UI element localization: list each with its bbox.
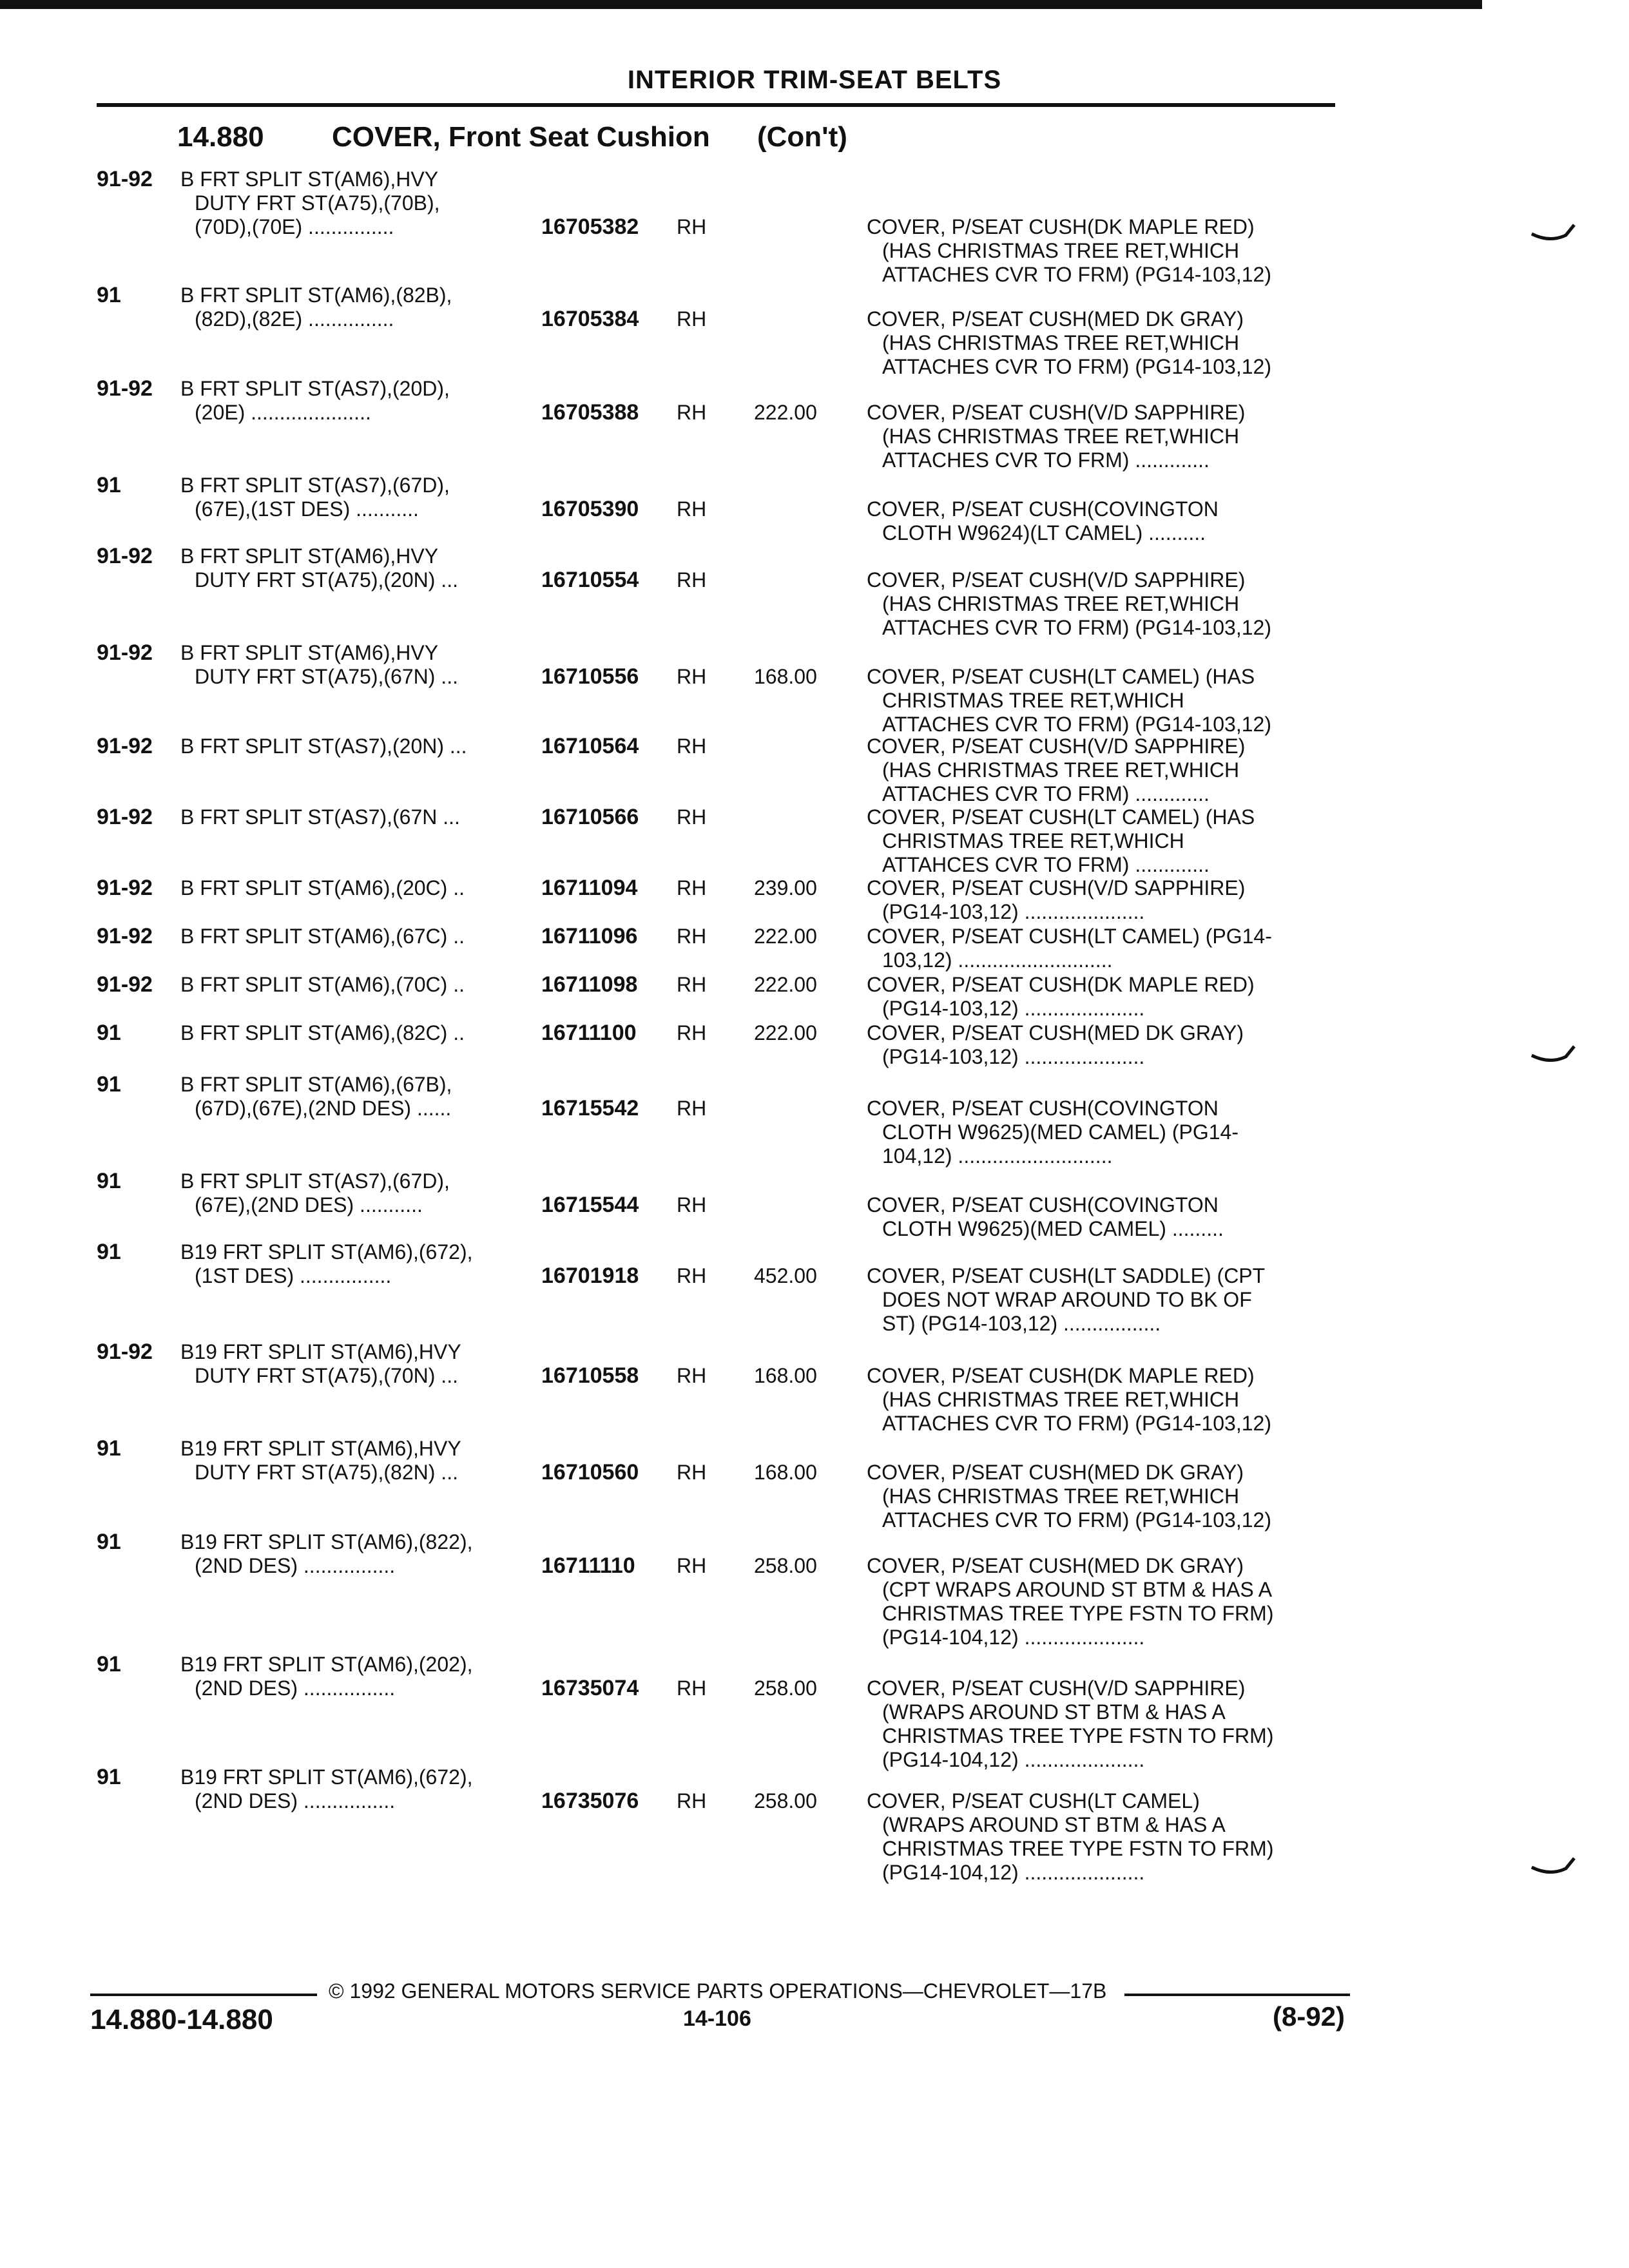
description-line: B19 FRT SPLIT ST(AM6),(822), [180, 1530, 473, 1553]
price: 258.00 [754, 1554, 817, 1577]
part-note [867, 876, 1245, 924]
description-line: B19 FRT SPLIT ST(AM6),(672), [180, 1765, 473, 1789]
description-line: B FRT SPLIT ST(AM6),(67B), [180, 1073, 452, 1096]
description-line: B FRT SPLIT ST(AS7),(20N) ... [180, 735, 467, 758]
continued-label: (Con't) [757, 121, 847, 153]
price: 222.00 [754, 973, 817, 996]
model-year: 91 [97, 1072, 121, 1097]
note-line: ATTACHES CVR TO FRM) (PG14-103,12) [882, 713, 1271, 736]
note-line: COVER, P/SEAT CUSH(MED DK GRAY) [867, 307, 1244, 331]
note-line: COVER, P/SEAT CUSH(COVINGTON [867, 497, 1219, 521]
description-line: B FRT SPLIT ST(AS7),(67D), [180, 474, 450, 497]
part-note [867, 1554, 1273, 1649]
model-year: 91-92 [97, 924, 153, 948]
part-number: 16710554 [541, 568, 639, 592]
revision-date: (8-92) [1273, 2001, 1345, 2032]
part-number: 16711098 [541, 972, 638, 997]
part-note [867, 735, 1245, 806]
description-line: B FRT SPLIT ST(AS7),(67N ... [180, 805, 460, 829]
part-note [867, 805, 1255, 877]
note-line: CHRISTMAS TREE TYPE FSTN TO FRM) [882, 1724, 1274, 1747]
note-line: (PG14-104,12) ..................... [882, 1748, 1145, 1771]
note-line: (HAS CHRISTMAS TREE RET,WHICH [882, 592, 1240, 615]
note-line: CHRISTMAS TREE RET,WHICH [882, 829, 1184, 852]
application-description [180, 1437, 461, 1485]
top-edge-rule [0, 0, 1482, 9]
side-code: RH [677, 1461, 707, 1484]
section-title: INTERIOR TRIM-SEAT BELTS [627, 66, 1002, 94]
note-line: CLOTH W9625)(MED CAMEL) (PG14- [882, 1120, 1239, 1144]
description-line: B FRT SPLIT ST(AM6),(20C) .. [180, 876, 465, 899]
application-description [180, 1340, 461, 1388]
description-line: B FRT SPLIT ST(AM6),HVY [180, 544, 439, 568]
model-year: 91-92 [97, 376, 153, 401]
description-line: (1ST DES) ................ [195, 1264, 392, 1287]
part-note [867, 1789, 1273, 1885]
application-description [180, 1765, 472, 1813]
application-description [180, 1530, 472, 1578]
description-line: (67D),(67E),(2ND DES) ...... [195, 1097, 452, 1120]
application-description [180, 1240, 472, 1288]
description-line: B FRT SPLIT ST(AM6),HVY [180, 168, 439, 191]
part-note [867, 215, 1271, 287]
part-note [867, 665, 1271, 736]
part-note [867, 401, 1245, 472]
application-description [180, 1653, 472, 1700]
note-line: (CPT WRAPS AROUND ST BTM & HAS A [882, 1578, 1273, 1601]
side-code: RH [677, 1364, 707, 1387]
note-line: COVER, P/SEAT CUSH(V/D SAPPHIRE) [867, 735, 1246, 758]
description-line: (2ND DES) ................ [195, 1554, 396, 1577]
description-line: DUTY FRT ST(A75),(67N) ... [195, 665, 458, 688]
part-note [867, 1097, 1239, 1168]
description-line: B19 FRT SPLIT ST(AM6),HVY [180, 1437, 461, 1460]
description-line: B FRT SPLIT ST(AS7),(67D), [180, 1169, 450, 1193]
note-line: COVER, P/SEAT CUSH(V/D SAPPHIRE) [867, 401, 1246, 424]
model-year: 91-92 [97, 544, 153, 568]
price: 222.00 [754, 925, 817, 948]
note-line: DOES NOT WRAP AROUND TO BK OF [882, 1288, 1252, 1311]
description-line: (67E),(2ND DES) ........... [195, 1193, 423, 1216]
note-line: (PG14-103,12) ..................... [882, 1045, 1145, 1068]
description-line: B FRT SPLIT ST(AM6),HVY [180, 641, 439, 664]
description-line: DUTY FRT ST(A75),(70B), [195, 191, 440, 215]
part-note [867, 1677, 1273, 1772]
note-line: ATTACHES CVR TO FRM) (PG14-103,12) [882, 1508, 1271, 1532]
note-line: ST) (PG14-103,12) ................. [882, 1312, 1161, 1335]
note-line: (HAS CHRISTMAS TREE RET,WHICH [882, 1388, 1240, 1411]
description-line: B19 FRT SPLIT ST(AM6),HVY [180, 1340, 461, 1363]
note-line: COVER, P/SEAT CUSH(V/D SAPPHIRE) [867, 1677, 1246, 1700]
application-description [180, 168, 440, 239]
part-number: 16711094 [541, 876, 638, 900]
part-note [867, 1021, 1244, 1069]
note-line: COVER, P/SEAT CUSH(V/D SAPPHIRE) [867, 876, 1246, 899]
note-line: COVER, P/SEAT CUSH(COVINGTON [867, 1193, 1219, 1216]
description-line: B19 FRT SPLIT ST(AM6),(202), [180, 1653, 473, 1676]
note-line: (WRAPS AROUND ST BTM & HAS A [882, 1813, 1226, 1836]
model-year: 91 [97, 1765, 121, 1789]
header-rule [97, 103, 1335, 107]
side-code: RH [677, 568, 707, 591]
side-code: RH [677, 1677, 707, 1700]
application-description [180, 474, 450, 521]
model-year: 91 [97, 473, 121, 497]
page-number: 14-106 [683, 2006, 751, 2031]
part-number: 16715544 [541, 1193, 639, 1217]
part-note [867, 307, 1271, 379]
group-name: COVER, Front Seat Cushion [332, 121, 710, 153]
side-code: RH [677, 215, 707, 238]
part-number: 16715542 [541, 1096, 639, 1120]
model-year: 91-92 [97, 734, 153, 758]
part-note [867, 1364, 1271, 1436]
side-code: RH [677, 1193, 707, 1216]
note-line: COVER, P/SEAT CUSH(LT CAMEL) [867, 1789, 1200, 1812]
model-year: 91-92 [97, 167, 153, 191]
price: 258.00 [754, 1677, 817, 1700]
price: 222.00 [754, 401, 817, 424]
note-line: (PG14-103,12) ..................... [882, 900, 1145, 923]
description-line: B19 FRT SPLIT ST(AM6),(672), [180, 1240, 473, 1264]
check-mark-icon [1530, 1856, 1576, 1879]
note-line: (PG14-104,12) ..................... [882, 1861, 1145, 1884]
note-line: COVER, P/SEAT CUSH(MED DK GRAY) [867, 1554, 1244, 1577]
description-line: DUTY FRT ST(A75),(82N) ... [195, 1461, 458, 1484]
side-code: RH [677, 1264, 707, 1287]
price: 222.00 [754, 1021, 817, 1044]
note-line: COVER, P/SEAT CUSH(V/D SAPPHIRE) [867, 568, 1246, 591]
group-heading [177, 121, 847, 153]
side-code: RH [677, 1097, 707, 1120]
note-line: COVER, P/SEAT CUSH(LT CAMEL) (HAS [867, 665, 1255, 688]
model-year: 91 [97, 1169, 121, 1193]
application-description [180, 641, 458, 689]
footer-range: 14.880-14.880 [90, 2004, 273, 2035]
description-line: (67E),(1ST DES) ........... [195, 497, 419, 521]
footer-rule [1124, 1994, 1350, 1996]
group-number: 14.880 [177, 121, 264, 153]
note-line: (HAS CHRISTMAS TREE RET,WHICH [882, 758, 1240, 782]
note-line: CLOTH W9624)(LT CAMEL) .......... [882, 521, 1206, 544]
application-description [180, 735, 467, 758]
part-note [867, 1264, 1265, 1336]
part-number: 16705382 [541, 215, 639, 239]
part-number: 16705384 [541, 307, 639, 331]
note-line: ATTACHES CVR TO FRM) (PG14-103,12) [882, 616, 1271, 639]
application-description [180, 1169, 450, 1217]
note-line: COVER, P/SEAT CUSH(LT CAMEL) (HAS [867, 805, 1255, 829]
note-line: (HAS CHRISTMAS TREE RET,WHICH [882, 331, 1240, 354]
description-line: (70D),(70E) ............... [195, 215, 394, 238]
part-number: 16701918 [541, 1264, 639, 1288]
part-number: 16735076 [541, 1789, 639, 1813]
model-year: 91 [97, 1021, 121, 1045]
model-year: 91 [97, 1436, 121, 1461]
side-code: RH [677, 401, 707, 424]
price: 239.00 [754, 876, 817, 899]
model-year: 91 [97, 1530, 121, 1554]
note-line: (HAS CHRISTMAS TREE RET,WHICH [882, 425, 1240, 448]
part-number: 16710558 [541, 1363, 639, 1388]
note-line: CLOTH W9625)(MED CAMEL) ......... [882, 1217, 1224, 1240]
application-description [180, 284, 452, 331]
part-number: 16710560 [541, 1460, 639, 1485]
side-code: RH [677, 497, 707, 521]
part-number: 16705388 [541, 400, 639, 425]
description-line: (20E) ..................... [195, 401, 371, 424]
part-number: 16735074 [541, 1676, 639, 1700]
part-note [867, 497, 1219, 545]
note-line: (PG14-104,12) ..................... [882, 1626, 1145, 1649]
note-line: (HAS CHRISTMAS TREE RET,WHICH [882, 1485, 1240, 1508]
note-line: CHRISTMAS TREE TYPE FSTN TO FRM) [882, 1602, 1274, 1625]
side-code: RH [677, 876, 707, 899]
model-year: 91-92 [97, 805, 153, 829]
note-line: COVER, P/SEAT CUSH(MED DK GRAY) [867, 1021, 1244, 1044]
side-code: RH [677, 665, 707, 688]
note-line: COVER, P/SEAT CUSH(LT CAMEL) (PG14- [867, 925, 1272, 948]
side-code: RH [677, 805, 707, 829]
description-line: B FRT SPLIT ST(AM6),(82B), [180, 284, 452, 307]
application-description [180, 544, 458, 592]
note-line: COVER, P/SEAT CUSH(LT SADDLE) (CPT [867, 1264, 1266, 1287]
part-number: 16710566 [541, 805, 639, 829]
price: 168.00 [754, 1364, 817, 1387]
side-code: RH [677, 1789, 707, 1812]
part-number: 16710564 [541, 734, 639, 758]
part-note [867, 1193, 1224, 1241]
price: 258.00 [754, 1789, 817, 1812]
note-line: COVER, P/SEAT CUSH(MED DK GRAY) [867, 1461, 1244, 1484]
note-line: ATTACHES CVR TO FRM) ............. [882, 448, 1210, 472]
note-line: ATTACHES CVR TO FRM) ............. [882, 782, 1210, 805]
check-mark-icon [1530, 222, 1576, 245]
application-description [180, 805, 460, 829]
note-line: CHRISTMAS TREE RET,WHICH [882, 689, 1184, 712]
note-line: COVER, P/SEAT CUSH(DK MAPLE RED) [867, 973, 1255, 996]
side-code: RH [677, 973, 707, 996]
model-year: 91-92 [97, 876, 153, 900]
note-line: 103,12) ........................... [882, 948, 1113, 972]
application-description [180, 973, 465, 997]
description-line: DUTY FRT ST(A75),(70N) ... [195, 1364, 458, 1387]
part-note [867, 1461, 1271, 1532]
part-note [867, 925, 1272, 972]
note-line: ATTACHES CVR TO FRM) (PG14-103,12) [882, 355, 1271, 378]
description-line: B FRT SPLIT ST(AM6),(82C) .. [180, 1021, 465, 1044]
part-note [867, 973, 1255, 1021]
description-line: DUTY FRT ST(A75),(20N) ... [195, 568, 458, 591]
application-description [180, 1021, 465, 1045]
description-line: B FRT SPLIT ST(AM6),(67C) .. [180, 925, 465, 948]
description-line: B FRT SPLIT ST(AM6),(70C) .. [180, 973, 465, 996]
note-line: ATTACHES CVR TO FRM) (PG14-103,12) [882, 263, 1271, 286]
note-line: (HAS CHRISTMAS TREE RET,WHICH [882, 239, 1240, 262]
application-description [180, 925, 465, 948]
check-mark-icon [1530, 1044, 1576, 1067]
note-line: COVER, P/SEAT CUSH(DK MAPLE RED) [867, 1364, 1255, 1387]
description-line: (2ND DES) ................ [195, 1677, 396, 1700]
side-code: RH [677, 1021, 707, 1044]
note-line: (WRAPS AROUND ST BTM & HAS A [882, 1700, 1226, 1724]
part-number: 16710556 [541, 664, 639, 689]
application-description [180, 377, 450, 425]
note-line: CHRISTMAS TREE TYPE FSTN TO FRM) [882, 1837, 1274, 1860]
note-line: 104,12) ........................... [882, 1144, 1113, 1168]
model-year: 91 [97, 283, 121, 307]
note-line: COVER, P/SEAT CUSH(COVINGTON [867, 1097, 1219, 1120]
model-year: 91-92 [97, 972, 153, 997]
side-code: RH [677, 735, 707, 758]
model-year: 91 [97, 1652, 121, 1677]
model-year: 91 [97, 1240, 121, 1264]
part-note [867, 568, 1271, 640]
application-description [180, 876, 465, 900]
description-line: B FRT SPLIT ST(AS7),(20D), [180, 377, 450, 400]
note-line: ATTAHCES CVR TO FRM) ............. [882, 853, 1210, 876]
side-code: RH [677, 307, 707, 331]
model-year: 91-92 [97, 1340, 153, 1364]
footer-rule [90, 1994, 317, 1996]
part-number: 16711110 [541, 1553, 635, 1578]
model-year: 91-92 [97, 640, 153, 665]
part-number: 16711100 [541, 1021, 637, 1045]
side-code: RH [677, 925, 707, 948]
note-line: COVER, P/SEAT CUSH(DK MAPLE RED) [867, 215, 1255, 238]
part-number: 16705390 [541, 497, 639, 521]
price: 168.00 [754, 665, 817, 688]
note-line: (PG14-103,12) ..................... [882, 997, 1145, 1020]
price: 452.00 [754, 1264, 817, 1287]
description-line: (82D),(82E) ............... [195, 307, 394, 331]
note-line: ATTACHES CVR TO FRM) (PG14-103,12) [882, 1412, 1271, 1435]
part-number: 16711096 [541, 924, 638, 948]
copyright-line: © 1992 GENERAL MOTORS SERVICE PARTS OPERATIONS—CHEVROLET—17B [329, 1979, 1107, 2003]
application-description [180, 1073, 452, 1120]
price: 168.00 [754, 1461, 817, 1484]
side-code: RH [677, 1554, 707, 1577]
description-line: (2ND DES) ................ [195, 1789, 396, 1812]
